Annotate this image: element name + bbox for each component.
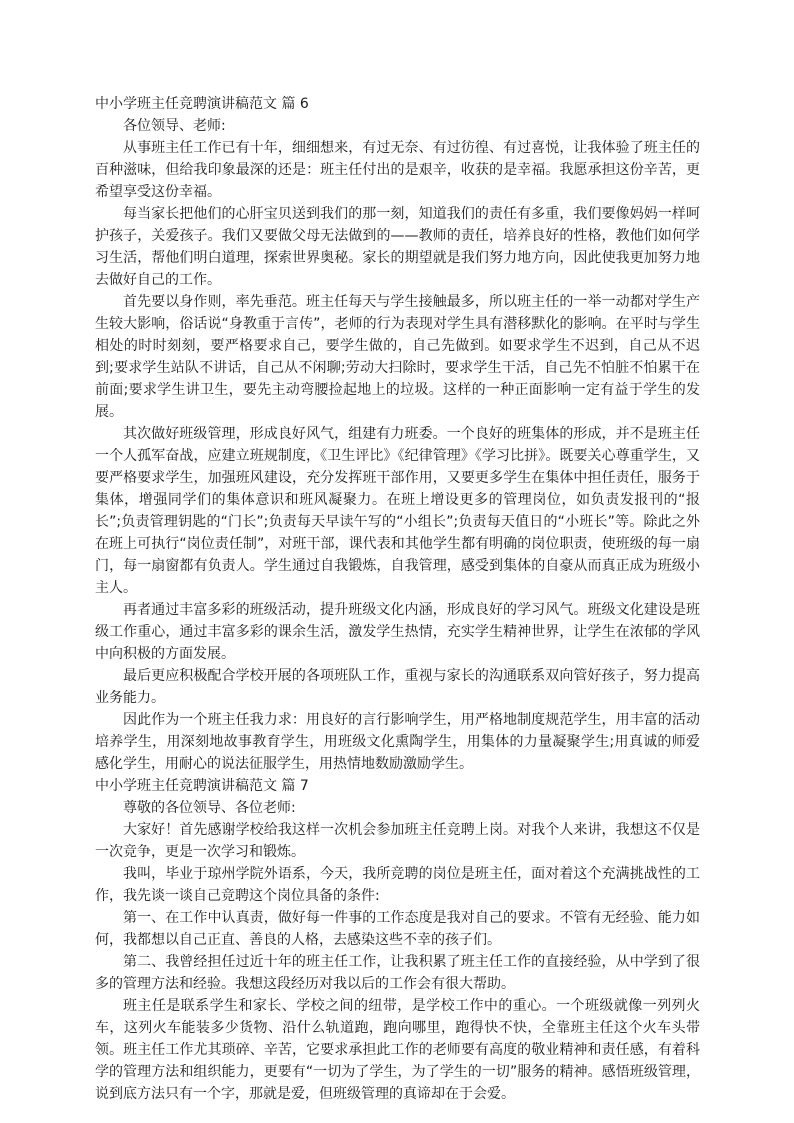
paragraph: 再者通过丰富多彩的班级活动，提升班级文化内涵，形成良好的学习风气。班级文化建设是班级工作重心，通过丰富多彩的课余生活，激发学生热情，充实学生精神世界，让学生在浓郁的学风中向积极的方面发展。	[95, 602, 700, 662]
paragraph: 从事班主任工作已有十年，细细想来，有过无奈、有过彷徨、有过喜悦，让我体验了班主任的百种滋味，但给我印象最深的还是：班主任付出的是艰辛，收获的是幸福。我愿承担这份辛苦，更希望享受这份幸福。	[95, 140, 700, 200]
paragraph: 首先要以身作则，率先垂范。班主任每天与学生接触最多，所以班主任的一举一动都对学生产生较大影响，俗话说“身教重于言传”，老师的行为表现对学生具有潜移默化的影响。在平时与学生相处的时时刻刻，要严格要求自己，要学生做的，自己先做到。如要求学生不迟到，自己从不迟到;要求学生站队不讲话，自己从不闲聊;劳动大扫除时，要求学生干活，自己先不怕脏不怕累干在前面;要求学生讲卫生，要先主动弯腰捡起地上的垃圾。这样的一种正面影响一定有益于学生的发展。	[95, 294, 700, 420]
section-title: 中小学班主任竞聘演讲稿范文 篇 7	[95, 778, 309, 794]
section-title: 中小学班主任竞聘演讲稿范文 篇 6	[95, 96, 309, 112]
paragraph: 第一、在工作中认真责，做好每一件事的工作态度是我对自己的要求。不管有无经验、能力如何，我都想以自己正直、善良的人格，去感染这些不幸的孩子们。	[95, 910, 700, 948]
salutation: 各位领导、老师:	[123, 118, 226, 134]
paragraph: 其次做好班级管理，形成良好风气，组建有力班委。一个良好的班集体的形成，并不是班主任一个人孤军奋战，应建立班规制度，《卫生评比》《纪律管理》《学习比拼》。既要关心尊重学生，又要严格要求学生，加强班风建设，充分发挥班干部作用，又要更多学生在集体中担任责任，服务于集体，增强同学们的集体意识和班风凝聚力。在班上增设更多的管理岗位，如负责发报刊的“报长”;负责管理钥匙的“门长”;负责每天早读午写的“小组长”;负责每天值日的“小班长”等。除此之外在班上可执行“岗位责任制”，对班干部，课代表和其他学生都有明确的岗位职责，使班级的每一扇门，每一扇窗都有负责人。学生通过自我锻炼，自我管理，感受到集体的自豪从而真正成为班级小主人。	[95, 426, 700, 596]
paragraph: 因此作为一个班主任我力求：用良好的言行影响学生，用严格地制度规范学生，用丰富的活动培养学生，用深刻地故事教育学生，用班级文化熏陶学生，用集体的力量凝聚学生;用真诚的师爱感化学生，用耐心的说法征服学生，用热情地数励激励学生。	[95, 712, 700, 772]
section-6	[95, 93, 700, 775]
paragraph: 每当家长把他们的心肝宝贝送到我们的那一刻，知道我们的责任有多重，我们要像妈妈一样呵护孩子，关爱孩子。我们又要做父母无法做到的——教师的责任，培养良好的性格，教他们如何学习生活，帮他们明白道理，探索世界奥秘。家长的期望就是我们努力地方向，因此使我更加努力地去做好自己的工作。	[95, 206, 700, 288]
document-body	[95, 93, 700, 1105]
paragraph: 大家好！首先感谢学校给我这样一次机会参加班主任竞聘上岗。对我个人来讲，我想这不仅是一次竞争，更是一次学习和锻炼。	[95, 822, 700, 860]
paragraph: 第二、我曾经担任过近十年的班主任工作，让我积累了班主任工作的直接经验，从中学到了很多的管理方法和经验。我想这段经历对我以后的工作会有很大帮助。	[95, 954, 700, 992]
paragraph: 班主任是联系学生和家长、学校之间的纽带，是学校工作中的重心。一个班级就像一列列火车，这列火车能装多少货物、沿什么轨道跑，跑向哪里，跑得快不快，全靠班主任这个火车头带领。班主任工作尤其琐碎、辛苦，它要求承担此工作的老师要有高度的敬业精神和责任感，有着科学的管理方法和组织能力，更要有“一切为了学生，为了学生的一切”服务的精神。感悟班级管理，说到底方法只有一个字，那就是爱，但班级管理的真谛却在于会爱。	[95, 998, 700, 1102]
salutation: 尊敬的各位领导、各位老师:	[123, 800, 296, 816]
paragraph: 我叫，毕业于琼州学院外语系，今天，我所竞聘的岗位是班主任，面对着这个充满挑战性的工作，我先谈一谈自己竞聘这个岗位具备的条件:	[95, 866, 700, 904]
section-7	[95, 775, 700, 1105]
paragraph: 最后更应积极配合学校开展的各项班队工作，重视与家长的沟通联系双向管好孩子，努力提高业务能力。	[95, 668, 700, 706]
